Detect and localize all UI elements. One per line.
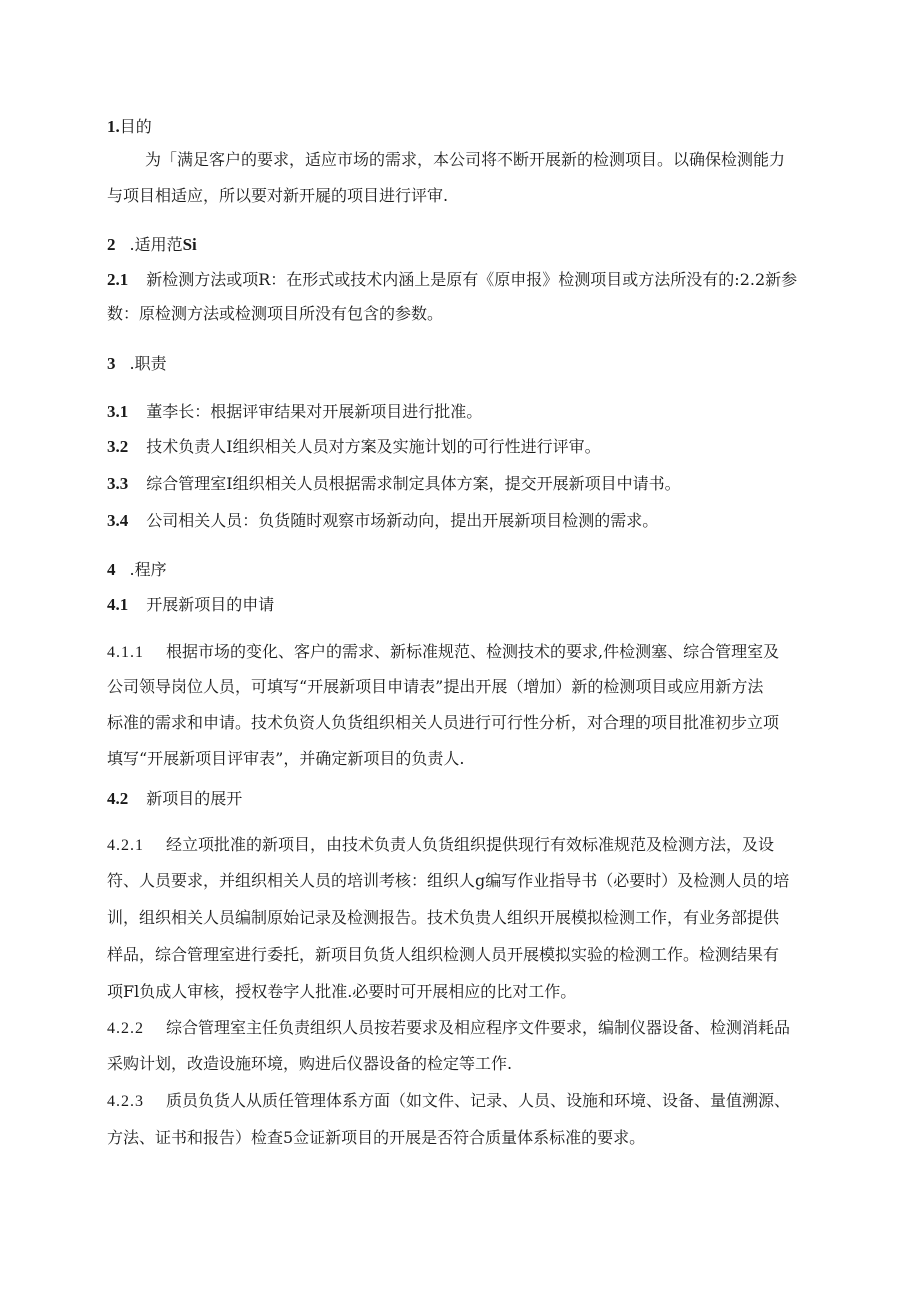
item-3-1-number: 3.1 <box>107 402 129 421</box>
para-4-2-1-line-2: 符、人员要求，并组织相关人员的培训考核：组织人g编写作业指导书（必要时）及检测人员的培 <box>107 871 790 890</box>
item-3-1 <box>107 402 482 422</box>
section-1-body-line-1: 为「满足客户的要求，适应市场的需求，本公司将不断开展新的检测项目。以确保检测能力 <box>145 150 786 169</box>
section-4-title: .程序 <box>129 560 167 579</box>
item-2-1-number: 2.1 <box>107 270 129 289</box>
section-4-number: 4 <box>107 560 116 579</box>
item-3-2-number: 3.2 <box>107 437 129 456</box>
sub-4-2-title: 新项目的展开 <box>146 789 243 808</box>
sub-4-2-heading <box>107 789 242 809</box>
section-3-number: 3 <box>107 354 116 373</box>
item-3-1-text: 董李长：根据评审结果对开展新项目进行批准。 <box>146 402 483 421</box>
sub-4-1-heading <box>107 595 274 615</box>
para-4-2-1-line-1 <box>107 835 774 856</box>
sub-4-2-number: 4.2 <box>107 789 129 808</box>
para-4-2-1-text: 经立项批准的新项目，由技术负责人负货组织提供现行有效标准规范及检测方法，及设 <box>166 835 775 854</box>
item-3-4 <box>107 511 658 531</box>
para-4-1-1-line-1 <box>107 642 779 663</box>
section-3-title: .职责 <box>129 354 167 373</box>
para-4-2-3-line-2: 方法、证书和报告）检查5佥证新项目的开展是否符合质量体系标准的要求。 <box>107 1128 646 1147</box>
para-4-2-2-text: 综合管理室主任负责组织人员按若要求及相应程序文件要求，编制仪器设备、检测消耗品 <box>166 1018 791 1037</box>
item-2-1-text: 新检测方法或项R：在形式或技术内涵上是原有《原申报》检测项目或方法所没有的:2.2新参 <box>146 270 798 289</box>
section-2-title-suffix: Si <box>182 235 197 254</box>
para-4-2-3-text: 质员负货人从质任管理体系方面（如文件、记录、人员、设施和环境、设备、量值溯源、 <box>166 1091 791 1110</box>
section-1-heading <box>107 117 152 137</box>
item-3-3-number: 3.3 <box>107 474 129 493</box>
section-1-title: 目的 <box>119 117 152 136</box>
para-4-2-2-line-2: 采购计划，改造设施环境，购进后仪器设备的检定等工作. <box>107 1054 513 1073</box>
item-2-1-line-1 <box>107 270 797 290</box>
item-3-2 <box>107 437 601 457</box>
para-4-2-1-line-5: 项Fl负成人审核，授权卷字人批准.必要时可开展相应的比对工作。 <box>107 982 577 1001</box>
para-4-2-1-number: 4.2.1 <box>107 837 144 854</box>
para-4-1-1-number: 4.1.1 <box>107 644 144 661</box>
para-4-2-3-line-1 <box>107 1091 790 1112</box>
item-2-1-line-2: 数：原检测方法或检测项目所没有包含的参数。 <box>107 304 444 323</box>
item-3-4-text: 公司相关人员：负货随时观察市场新动向，提出开展新项目检测的需求。 <box>146 511 659 530</box>
para-4-2-3-number: 4.2.3 <box>107 1093 144 1110</box>
item-3-3 <box>107 474 681 494</box>
sub-4-1-number: 4.1 <box>107 595 129 614</box>
para-4-2-2-line-1 <box>107 1018 790 1039</box>
sub-4-1-title: 开展新项目的申请 <box>146 595 275 614</box>
item-3-4-number: 3.4 <box>107 511 129 530</box>
section-2-title-prefix: .适用范 <box>129 235 183 254</box>
section-3-heading <box>107 354 167 374</box>
para-4-1-1-text: 根据市场的变化、客户的需求、新标准规范、检测技术的要求,件检测塞、综合管理室及 <box>166 642 780 661</box>
section-2-number: 2 <box>107 235 116 254</box>
para-4-1-1-line-2: 公司领导岗位人员，可填写“开展新项目申请表”提出开展（增加）新的检测项目或应用新方法 <box>107 677 764 696</box>
section-2-heading <box>107 235 197 255</box>
para-4-1-1-line-3: 标准的需求和申请。技术负资人负货组织相关人员进行可行性分析，对合理的项目批准初步立项 <box>107 713 780 732</box>
section-1-number: 1. <box>107 117 120 136</box>
para-4-1-1-line-4: 填写“开展新项目评审表”，并确定新项目的负责人. <box>107 749 465 768</box>
para-4-2-2-number: 4.2.2 <box>107 1020 144 1037</box>
section-1-body-line-2: 与项目相适应，所以要对新开屣的项目进行评审. <box>107 186 449 205</box>
para-4-2-1-line-4: 样品，综合管理室进行委托，新项目负货人组织检测人员开展模拟实验的检测工作。检测结果有 <box>107 945 780 964</box>
section-4-heading <box>107 560 167 580</box>
item-3-2-text: 技术负责人I组织相关人员对方案及实施计划的可行性进行评审。 <box>146 437 601 456</box>
item-3-3-text: 综合管理室I组织相关人员根据需求制定具体方案，提交开展新项目中请书。 <box>146 474 681 493</box>
para-4-2-1-line-3: 训，组织相关人员编制原始记录及检测报告。技术负贵人组织开展模拟检测工作，有业务部提供 <box>107 908 780 927</box>
